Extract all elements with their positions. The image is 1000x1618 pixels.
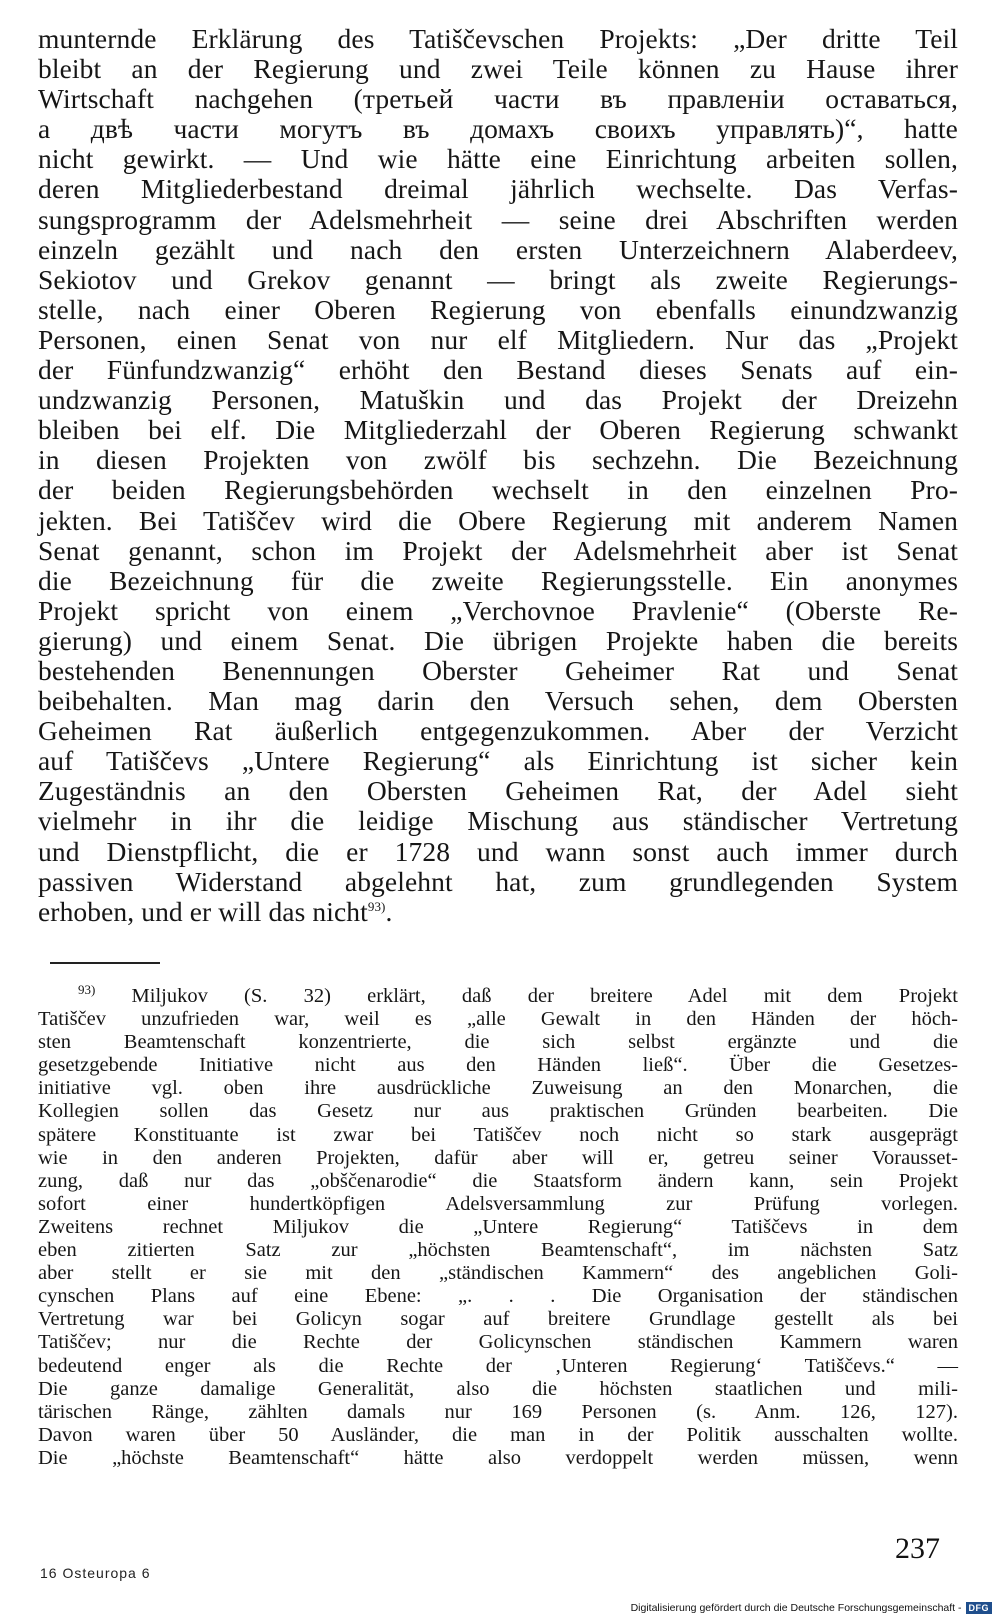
text-line: vielmehr in ihr die leidige Mischung aus ständischer Vertretung: [38, 805, 958, 837]
main-body-text: [38, 24, 958, 927]
text-line: Senat genannt, schon im Projekt der Adelsmehrheit aber ist Senat: [38, 534, 958, 566]
page-number: 237: [895, 1532, 940, 1565]
text-line-last: erhoben, und er will das nicht$^{93)}$.: [38, 895, 393, 927]
footnote-93: [38, 982, 959, 1470]
footnote-line: wie in den anderen Projekten, dafür aber will er, getreu seiner Vorausset-: [38, 1146, 958, 1169]
text-line: passiven Widerstand abgelehnt hat, zum grundlegenden System: [38, 865, 958, 897]
footnote-line: sten Beamtenschaft konzentrierte, die sich selbst ergänzte und die: [38, 1031, 958, 1054]
text-line: Wirtschaft nachgehen (третьей части въ правленіи оставаться,: [38, 83, 958, 115]
footnote-marker: 93): [78, 982, 96, 998]
text-line: bleiben bei elf. Die Mitgliederzahl der Oberen Regierung schwankt: [38, 414, 958, 446]
text-line: Personen, einen Senat von nur elf Mitgliedern. Nur das „Projekt: [38, 323, 958, 355]
footnote-line: Tatiščev unzufrieden war, weil es „alle Gewalt in den Händen der höch-: [38, 1008, 958, 1031]
footnote-line: zung, daß nur das „obščenarodie“ die Staatsform ändern kann, sein Projekt: [38, 1169, 958, 1192]
text-line: beibehalten. Man mag darin den Versuch sehen, dem Obersten: [38, 685, 958, 717]
text-line: auf Tatiščevs „Untere Regierung“ als Einrichtung ist sicher kein: [38, 745, 958, 777]
text-line: undzwanzig Personen, Matuškin und das Projekt der Dreizehn: [38, 384, 958, 416]
footnote-line: eben zitierten Satz zur „höchsten Beamtenschaft“, im nächsten Satz: [38, 1239, 958, 1262]
text-line: gierung) und einem Senat. Die übrigen Projekte haben die bereits: [38, 624, 958, 656]
footnote-line: Tatiščev; nur die Rechte der Golicynschen ständischen Kammern waren: [38, 1331, 958, 1354]
text-line: die Bezeichnung für die zweite Regierungsstelle. Ein anonymes: [38, 564, 958, 596]
footnote-line: initiative vgl. oben ihre ausdrückliche Zuweisung an den Monarchen, die: [38, 1077, 958, 1100]
text-line-last-content: erhoben, und er will das nicht: [38, 895, 368, 927]
footnote-line: sofort einer hundertköpfigen Adelsversammlung zur Prüfung vorlegen.: [38, 1192, 958, 1215]
footnote-line: Vertretung war bei Golicyn sogar auf breitere Grundlage gestellt als bei: [38, 1308, 958, 1331]
footnote-line: Die „höchste Beamtenschaft“ hätte also verdoppelt werden müssen, wenn: [38, 1446, 958, 1469]
text-line: Geheimen Rat äußerlich entgegenzukommen. Aber der Verzicht: [38, 715, 958, 747]
text-line: nicht gewirkt. — Und wie hätte eine Einrichtung arbeiten sollen,: [38, 143, 958, 175]
footnote-line: Die ganze damalige Generalität, also die höchsten staatlichen und mili-: [38, 1377, 958, 1400]
footnote-line: gesetzgebende Initiative nicht aus den Händen ließ“. Über die Gesetzes-: [38, 1054, 958, 1077]
footnote-line: aber stellt er sie mit den „ständischen Kammern“ des angeblichen Goli-: [38, 1262, 958, 1285]
footnote-line: cynschen Plans auf eine Ebene: „. . . Die Organisation der ständischen: [38, 1285, 958, 1308]
text-line: Zugeständnis an den Obersten Geheimen Rat, der Adel sieht: [38, 775, 958, 807]
footnote-line: spätere Konstituante ist zwar bei Tatiščev noch nicht so stark ausgeprägt: [38, 1123, 958, 1146]
text-line: sungsprogramm der Adelsmehrheit — seine drei Abschriften werden: [38, 203, 958, 235]
text-line: und Dienstpflicht, die er 1728 und wann sonst auch immer durch: [38, 835, 958, 867]
footnote-line: Zweitens rechnet Miljukov die „Untere Regierung“ Tatiščevs in dem: [38, 1215, 958, 1238]
text-line: stelle, nach einer Oberen Regierung von ebenfalls einundzwanzig: [38, 293, 958, 325]
text-line: deren Mitgliederbestand dreimal jährlich wechselte. Das Verfas-: [38, 173, 958, 205]
text-line: bestehenden Benennungen Oberster Geheimer Rat und Senat: [38, 654, 958, 686]
footnote-reference[interactable]: 93): [367, 898, 386, 914]
text-line: jekten. Bei Tatiščev wird die Obere Regierung mit anderem Namen: [38, 504, 958, 536]
footnote-line: [38, 982, 959, 1008]
text-line: а двѣ части могутъ въ домахъ своихъ управлять)“, hatte: [38, 113, 958, 145]
text-line: Projekt spricht von einem „Verchovnoe Pravlenie“ (Oberste Re-: [38, 594, 958, 626]
footnote-line-content: Miljukov (S. 32) erklärt, daß der breitere Adel mit dem Projekt: [131, 985, 959, 1007]
dfg-logo: DFG: [966, 1602, 993, 1614]
digitization-credit: [631, 1602, 992, 1614]
text-line: der beiden Regierungsbehörden wechselt in den einzelnen Pro-: [38, 474, 958, 506]
text-line: der Fünfundzwanzig“ erhöht den Bestand dieses Senats auf ein-: [38, 354, 958, 386]
text-line: einzeln gezählt und nach den ersten Unterzeichnern Alaberdeev,: [38, 233, 958, 265]
text-line: Sekiotov und Grekov genannt — bringt als zweite Regierungs-: [38, 263, 958, 295]
footnote-separator-rule: [50, 962, 160, 964]
footnote-line: Kollegien sollen das Gesetz nur aus praktischen Gründen bearbeiten. Die: [38, 1100, 958, 1123]
text-line: munternde Erklärung des Tatiščevschen Projekts: „Der dritte Teil: [38, 23, 958, 54]
credit-text: Digitalisierung gefördert durch die Deutsche Forschungsgemeinschaft -: [630, 1602, 962, 1614]
text-line: in diesen Projekten von zwölf bis sechzehn. Die Bezeichnung: [38, 444, 958, 476]
footnote-line: tärischen Ränge, zählten damals nur 169 Personen (s. Anm. 126, 127).: [38, 1400, 958, 1423]
footnote-line: Davon waren über 50 Ausländer, die man in der Politik ausschalten wollte.: [38, 1423, 958, 1446]
footnote-line: bedeutend enger als die Rechte der ‚Unteren Regierung‘ Tatiščevs.“ —: [38, 1354, 958, 1377]
printer-signature: 16 Osteuropa 6: [40, 1565, 151, 1581]
text-line: bleibt an der Regierung und zwei Teile können zu Hause ihrer: [38, 53, 958, 85]
